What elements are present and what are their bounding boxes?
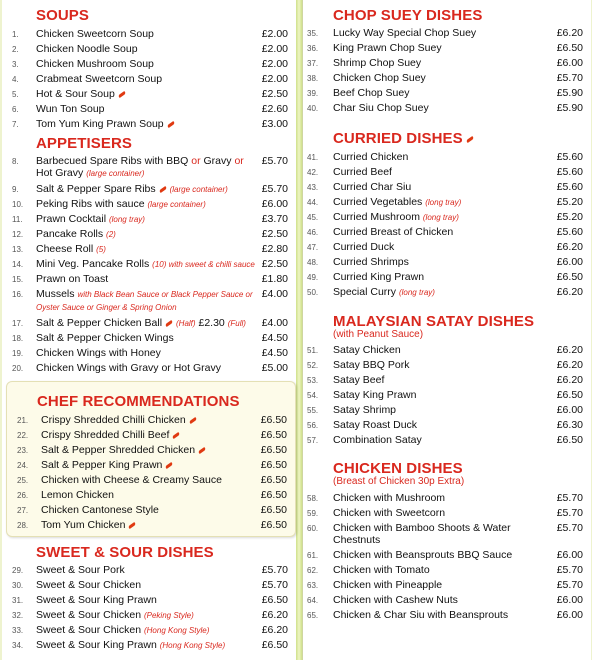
menu-item: 8. Barbecued Spare Ribs with BBQ or Gravy or Hot Gravy (large container) £5.70 <box>12 155 288 179</box>
menu-item: 20. Chicken Wings with Gravy or Hot Gravy £5.00 <box>12 362 288 374</box>
menu-item: 13. Cheese Roll (5) £2.80 <box>12 243 288 255</box>
menu-item: 1. Chicken Sweetcorn Soup £2.00 <box>12 28 288 40</box>
menu-item: 41. Curried Chicken £5.60 <box>307 151 583 163</box>
menu-item: 46. Curried Breast of Chicken £5.60 <box>307 226 583 238</box>
menu-item: 33. Sweet & Sour Chicken (Hong Kong Style) £6.20 <box>12 624 288 636</box>
curried-section <box>303 131 591 300</box>
menu-item: 45. Curried Mushroom (long tray) £5.20 <box>307 211 583 223</box>
menu-item: 23. Salt & Pepper Shredded Chicken £6.50 <box>17 444 287 456</box>
menu-item: 14. Mini Veg. Pancake Rolls (10) with sweet & chilli sauce £2.50 <box>12 258 288 270</box>
section-title: SOUPS <box>36 7 90 24</box>
menu-item: 30. Sweet & Sour Chicken £5.70 <box>12 579 288 591</box>
menu-item: 21. Crispy Shredded Chilli Chicken £6.50 <box>17 414 287 426</box>
left-column <box>2 0 296 660</box>
chili-icon <box>167 121 175 128</box>
chili-icon <box>189 417 197 424</box>
chef-recommendations-box <box>6 381 296 537</box>
menu-item: 47. Curried Duck £6.20 <box>307 241 583 253</box>
menu-item: 32. Sweet & Sour Chicken (Peking Style) £6.20 <box>12 609 288 621</box>
menu-item: 2. Chicken Noodle Soup £2.00 <box>12 43 288 55</box>
chili-icon <box>118 91 126 98</box>
section-title: APPETISERS <box>36 135 133 152</box>
menu-item: 35. Lucky Way Special Chop Suey £6.20 <box>307 27 583 39</box>
satay-section <box>303 314 591 448</box>
menu-item: 44. Curried Vegetables (long tray) £5.20 <box>307 196 583 208</box>
menu-item: 29. Sweet & Sour Pork £5.70 <box>12 564 288 576</box>
chili-icon <box>159 186 167 193</box>
section-title: CHEF RECOMMENDATIONS <box>37 393 240 410</box>
right-column <box>302 0 591 660</box>
menu-item: 31. Sweet & Sour King Prawn £6.50 <box>12 594 288 606</box>
section-title: CURRIED DISHES <box>303 131 591 147</box>
sweet-sour-section <box>2 545 296 653</box>
menu-item: 61. Chicken with Beansprouts BBQ Sauce £6.00 <box>307 549 583 561</box>
menu-item: 53. Satay Beef £6.20 <box>307 374 583 386</box>
menu-item: 40. Char Siu Chop Suey £5.90 <box>307 102 583 114</box>
chili-icon <box>165 462 173 469</box>
menu-item: 65. Chicken & Char Siu with Beansprouts £6.00 <box>307 609 583 621</box>
menu-item: 51. Satay Chicken £6.20 <box>307 344 583 356</box>
menu-item: 37. Shrimp Chop Suey £6.00 <box>307 57 583 69</box>
soups-section <box>2 8 296 132</box>
menu-item: 49. Curried King Prawn £6.50 <box>307 271 583 283</box>
menu-item: 62. Chicken with Tomato £5.70 <box>307 564 583 576</box>
section-subtitle: (Breast of Chicken 30p Extra) <box>333 476 465 487</box>
menu-item: 22. Crispy Shredded Chilli Beef £6.50 <box>17 429 287 441</box>
section-title: MALAYSIAN SATAY DISHES <box>333 313 535 330</box>
chop-suey-section <box>303 8 591 116</box>
chili-icon <box>172 432 180 439</box>
menu-item: 48. Curried Shrimps £6.00 <box>307 256 583 268</box>
menu-item: 56. Satay Roast Duck £6.30 <box>307 419 583 431</box>
chili-icon <box>198 447 206 454</box>
menu-item: 24. Salt & Pepper King Prawn £6.50 <box>17 459 287 471</box>
chili-icon <box>128 522 136 529</box>
menu-item: 12. Pancake Rolls (2) £2.50 <box>12 228 288 240</box>
menu-item: 39. Beef Chop Suey £5.90 <box>307 87 583 99</box>
menu-item: 6. Wun Ton Soup £2.60 <box>12 103 288 115</box>
menu-item: 7. Tom Yum King Prawn Soup £3.00 <box>12 118 288 130</box>
menu-item: 19. Chicken Wings with Honey £4.50 <box>12 347 288 359</box>
menu-item: 16. Mussels with Black Bean Sauce or Black Pepper Sauce or Oyster Sauce or Ginger & Spring Onion £4.00 <box>12 288 288 312</box>
menu-item: 36. King Prawn Chop Suey £6.50 <box>307 42 583 54</box>
menu-item: 18. Salt & Pepper Chicken Wings £4.50 <box>12 332 288 344</box>
menu-item: 60. Chicken with Bamboo Shoots & Water Chestnuts £5.70 <box>307 522 583 546</box>
chili-icon <box>466 136 474 143</box>
menu-item: 28. Tom Yum Chicken £6.50 <box>17 519 287 531</box>
menu-item: 26. Lemon Chicken £6.50 <box>17 489 287 501</box>
menu-item: 15. Prawn on Toast £1.80 <box>12 273 288 285</box>
menu-item: 10. Peking Ribs with sauce (large container) £6.00 <box>12 198 288 210</box>
menu-item: 5. Hot & Sour Soup £2.50 <box>12 88 288 100</box>
section-title: CHOP SUEY DISHES <box>333 7 483 24</box>
menu-item: 27. Chicken Cantonese Style £6.50 <box>17 504 287 516</box>
menu-item: 42. Curried Beef £5.60 <box>307 166 583 178</box>
menu-item: 50. Special Curry (long tray) £6.20 <box>307 286 583 298</box>
menu-item: 25. Chicken with Cheese & Creamy Sauce £6.50 <box>17 474 287 486</box>
menu-item: 63. Chicken with Pineapple £5.70 <box>307 579 583 591</box>
menu-item: 17. Salt & Pepper Chicken Ball (Half) £2.30 (Full) £4.00 <box>12 317 288 329</box>
menu-item: 55. Satay Shrimp £6.00 <box>307 404 583 416</box>
menu-item: 34. Sweet & Sour King Prawn (Hong Kong Style) £6.50 <box>12 639 288 651</box>
menu-item: 64. Chicken with Cashew Nuts £6.00 <box>307 594 583 606</box>
menu-item: 43. Curried Char Siu £5.60 <box>307 181 583 193</box>
menu-item: 9. Salt & Pepper Spare Ribs (large container) £5.70 <box>12 183 288 195</box>
section-title: CHICKEN DISHES <box>333 460 463 477</box>
menu-item: 54. Satay King Prawn £6.50 <box>307 389 583 401</box>
menu-item: 59. Chicken with Sweetcorn £5.70 <box>307 507 583 519</box>
menu-item: 3. Chicken Mushroom Soup £2.00 <box>12 58 288 70</box>
section-subtitle: (with Peanut Sauce) <box>333 329 424 340</box>
menu-item: 11. Prawn Cocktail (long tray) £3.70 <box>12 213 288 225</box>
appetisers-section <box>2 136 296 376</box>
chili-icon <box>165 320 173 327</box>
menu-item: 38. Chicken Chop Suey £5.70 <box>307 72 583 84</box>
menu-item: 52. Satay BBQ Pork £6.20 <box>307 359 583 371</box>
section-title: SWEET & SOUR DISHES <box>36 544 214 561</box>
chicken-section <box>303 461 591 623</box>
menu-item: 57. Combination Satay £6.50 <box>307 434 583 446</box>
menu-item: 4. Crabmeat Sweetcorn Soup £2.00 <box>12 73 288 85</box>
menu-item: 58. Chicken with Mushroom £5.70 <box>307 492 583 504</box>
